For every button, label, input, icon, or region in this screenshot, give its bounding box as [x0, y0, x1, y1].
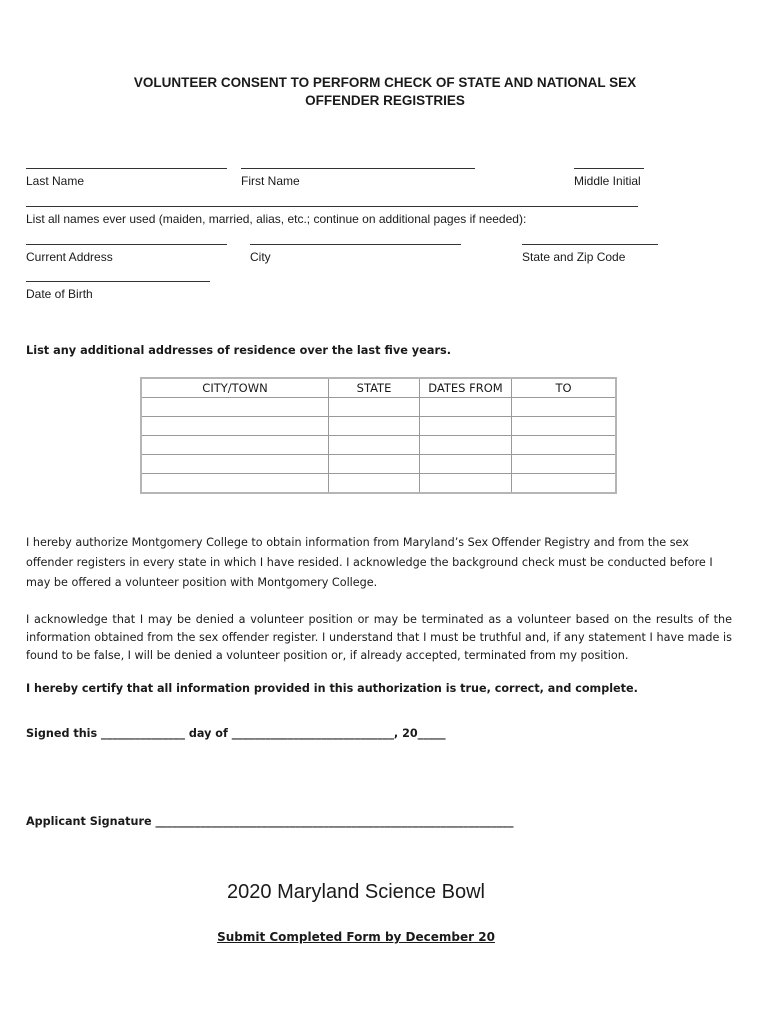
- form-title-line-2: OFFENDER REGISTRIES: [305, 93, 465, 108]
- cell-dates-from[interactable]: [420, 436, 512, 455]
- cell-to[interactable]: [512, 436, 617, 455]
- state-zip-field[interactable]: [522, 244, 658, 264]
- current-address-label: Current Address: [26, 250, 113, 264]
- signed-date-line[interactable]: Signed this _______________ day of _____________________________, 20_____: [26, 727, 446, 740]
- table-header-row: [141, 378, 616, 398]
- state-zip-label: State and Zip Code: [522, 250, 626, 264]
- cell-city[interactable]: [141, 455, 329, 474]
- col-city-town: CITY/TOWN: [141, 378, 329, 398]
- middle-initial-field[interactable]: [574, 168, 644, 188]
- cell-dates-from[interactable]: [420, 398, 512, 417]
- table-row: [141, 474, 616, 494]
- form-title-line-1: VOLUNTEER CONSENT TO PERFORM CHECK OF STATE AND NATIONAL SEX: [133, 75, 637, 90]
- table-row: [141, 398, 616, 417]
- table-row: [141, 436, 616, 455]
- cell-state[interactable]: [329, 455, 420, 474]
- cell-city[interactable]: [141, 417, 329, 436]
- cell-dates-from[interactable]: [420, 417, 512, 436]
- cell-to[interactable]: [512, 417, 617, 436]
- col-to: TO: [512, 378, 617, 398]
- cell-city[interactable]: [141, 436, 329, 455]
- date-of-birth-line: [26, 281, 210, 282]
- names-used-field[interactable]: [26, 206, 638, 226]
- cell-state[interactable]: [329, 398, 420, 417]
- residence-table: [140, 377, 617, 494]
- event-title: 2020 Maryland Science Bowl: [227, 881, 485, 903]
- acknowledgement-paragraph: I acknowledge that I may be denied a volunteer position or may be terminated as a volunteer based on the results of the information obtained from the sex offender register. I understand that I must be truthful and, if any statement I have made is found to be false, I will be denied a volunteer position or, if already accepted, terminated from my position.: [26, 613, 732, 662]
- applicant-signature-line[interactable]: Applicant Signature ________________________________________________________________: [26, 815, 514, 828]
- current-address-field[interactable]: [26, 244, 227, 264]
- city-line: [250, 244, 461, 245]
- form-title: [60, 74, 710, 110]
- cell-city[interactable]: [141, 474, 329, 494]
- cell-dates-from[interactable]: [420, 455, 512, 474]
- certification-statement: I hereby certify that all information provided in this authorization is true, correct, and complete.: [26, 682, 638, 695]
- names-used-label: List all names ever used (maiden, married, alias, etc.; continue on additional pages if needed):: [26, 212, 527, 226]
- city-field[interactable]: [250, 244, 461, 264]
- city-label: City: [250, 250, 271, 264]
- table-row: [141, 417, 616, 436]
- first-name-field[interactable]: [241, 168, 475, 188]
- state-zip-line: [522, 244, 658, 245]
- addresses-heading: List any additional addresses of residence over the last five years.: [26, 344, 452, 357]
- cell-to[interactable]: [512, 474, 617, 494]
- names-used-line: [26, 206, 638, 207]
- cell-to[interactable]: [512, 455, 617, 474]
- cell-state[interactable]: [329, 474, 420, 494]
- cell-state[interactable]: [329, 417, 420, 436]
- col-state: STATE: [329, 378, 420, 398]
- col-dates-from: DATES FROM: [420, 378, 512, 398]
- first-name-label: First Name: [241, 174, 300, 188]
- submit-deadline-note: Submit Completed Form by December 20: [217, 930, 495, 944]
- table-row: [141, 455, 616, 474]
- first-name-line: [241, 168, 475, 169]
- date-of-birth-field[interactable]: [26, 281, 210, 301]
- middle-initial-label: Middle Initial: [574, 174, 641, 188]
- last-name-line: [26, 168, 227, 169]
- current-address-line: [26, 244, 227, 245]
- cell-to[interactable]: [512, 398, 617, 417]
- cell-dates-from[interactable]: [420, 474, 512, 494]
- last-name-label: Last Name: [26, 174, 85, 188]
- last-name-field[interactable]: [26, 168, 227, 188]
- date-of-birth-label: Date of Birth: [26, 287, 93, 301]
- cell-state[interactable]: [329, 436, 420, 455]
- cell-city[interactable]: [141, 398, 329, 417]
- authorization-paragraph: I hereby authorize Montgomery College to obtain information from Maryland’s Sex Offender Registry and from the sex offender registers in every state in which I have resided. I acknowledge the background check must be conducted before I may be offered a volunteer position with Montgomery College.: [26, 536, 713, 589]
- middle-initial-line: [574, 168, 644, 169]
